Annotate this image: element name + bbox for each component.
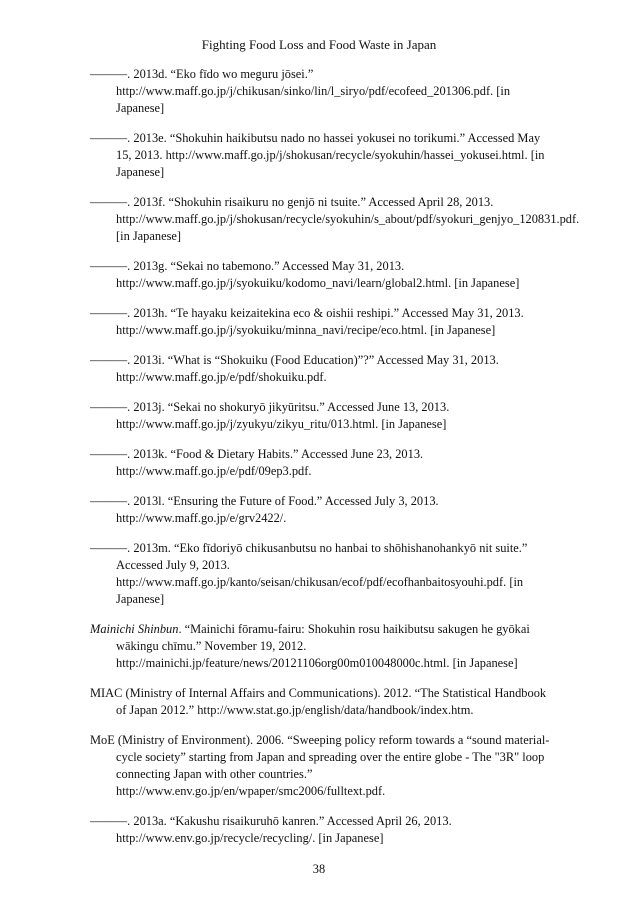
reference-entry: [90, 66, 558, 117]
reference-author: ———: [90, 814, 128, 828]
reference-text: . 2013l. “Ensuring the Future of Food.” Accessed July 3, 2013. http://www.maff.go.jp/e/grv2422/.: [116, 494, 439, 525]
reference-entry: [90, 446, 558, 480]
reference-author: MIAC (Ministry of Internal Affairs and Communications): [90, 686, 378, 700]
reference-author: ———: [90, 400, 128, 414]
reference-author: ———: [90, 131, 128, 145]
reference-entry: [90, 130, 558, 181]
reference-text: . 2013g. “Sekai no tabemono.” Accessed May 31, 2013. http://www.maff.go.jp/j/syokuiku/kodomo_navi/learn/global2.html. [in Japanese]: [116, 259, 520, 290]
reference-author: ———: [90, 259, 128, 273]
reference-entry: [90, 352, 558, 386]
reference-text: . 2013d. “Eko fīdo wo meguru jōsei.” http://www.maff.go.jp/j/chikusan/sinko/lin/l_siryo/pdf/ecofeed_201306.pdf. [in Japanese]: [116, 67, 511, 115]
reference-author: MoE (Ministry of Environment): [90, 733, 251, 747]
reference-author: ———: [90, 353, 128, 367]
reference-text: . 2013i. “What is “Shokuiku (Food Education)”?” Accessed May 31, 2013. http://www.maff.go.jp/e/pdf/shokuiku.pdf.: [116, 353, 499, 384]
reference-text: . 2012. “The Statistical Handbook of Japan 2012.” http://www.stat.go.jp/english/data/handbook/index.htm.: [116, 686, 547, 717]
reference-author: ———: [90, 541, 128, 555]
reference-text: . 2013e. “Shokuhin haikibutsu nado no hassei yokusei no torikumi.” Accessed May 15, 2013. http://www.maff.go.jp/j/shokusan/recycle/syokuhin/hassei_yokusei.html. [in Japanese]: [116, 131, 545, 179]
page-number: 38: [312, 862, 326, 876]
reference-entry: [90, 194, 580, 245]
reference-author: ———: [90, 447, 128, 461]
reference-author: ———: [90, 306, 128, 320]
reference-entry: [90, 621, 558, 672]
reference-list: [90, 66, 580, 860]
reference-text: . 2013a. “Kakushu risaikuruhō kanren.” Accessed April 26, 2013. http://www.env.go.jp/recycle/recycling/. [in Japanese]: [116, 814, 452, 845]
reference-author: Mainichi Shinbun: [90, 622, 179, 636]
reference-text: . 2013h. “Te hayaku keizaitekina eco & oishii reshipi.” Accessed May 31, 2013. http://www.maff.go.jp/j/syokuiku/minna_navi/recipe/eco.html. [in Japanese]: [116, 306, 524, 337]
reference-text: . 2006. “Sweeping policy reform towards a “sound material-cycle society” starting from Japan and spreading over the entire globe - The "3R" loop connecting Japan with other countries.” http://www.env.go.jp/en/wpaper/smc2006/fulltext.pdf.: [116, 733, 550, 798]
running-header: Fighting Food Loss and Food Waste in Japan: [201, 37, 437, 52]
reference-author: ———: [90, 67, 128, 81]
reference-text: . 2013j. “Sekai no shokuryō jikyūritsu.” Accessed June 13, 2013. http://www.maff.go.jp/j/zyukyu/zikyu_ritu/013.html. [in Japanese]: [116, 400, 450, 431]
reference-entry: [90, 685, 558, 719]
reference-entry: [90, 305, 558, 339]
reference-author: ———: [90, 195, 128, 209]
reference-entry: [90, 813, 558, 847]
reference-entry: [90, 399, 558, 433]
reference-entry: [90, 493, 558, 527]
reference-author: ———: [90, 494, 128, 508]
reference-entry: [90, 540, 558, 608]
reference-text: . 2013k. “Food & Dietary Habits.” Accessed June 23, 2013. http://www.maff.go.jp/e/pdf/09ep3.pdf.: [116, 447, 424, 478]
reference-entry: [90, 732, 558, 800]
reference-text: . 2013f. “Shokuhin risaikuru no genjō ni tsuite.” Accessed April 28, 2013. http://www.maff.go.jp/j/shokusan/recycle/syokuhin/s_about/pdf/syokuri_genjyo_120831.pdf. [in Japanese]: [116, 195, 580, 243]
reference-entry: [90, 258, 558, 292]
reference-text: . 2013m. “Eko fīdoriyō chikusanbutsu no hanbai to shōhishanohankyō nit suite.” Accessed July 9, 2013. http://www.maff.go.jp/kanto/seisan/chikusan/ecof/pdf/ecofhanbaitosyouhi.pdf. [in Japanese]: [116, 541, 528, 606]
reference-text: . “Mainichi fōramu-fairu: Shokuhin rosu haikibutsu sakugen he gyōkai wākingu chīmu.” November 19, 2012. http://mainichi.jp/feature/news/20121106org00m010048000c.html. [in Japanese]: [116, 622, 530, 670]
